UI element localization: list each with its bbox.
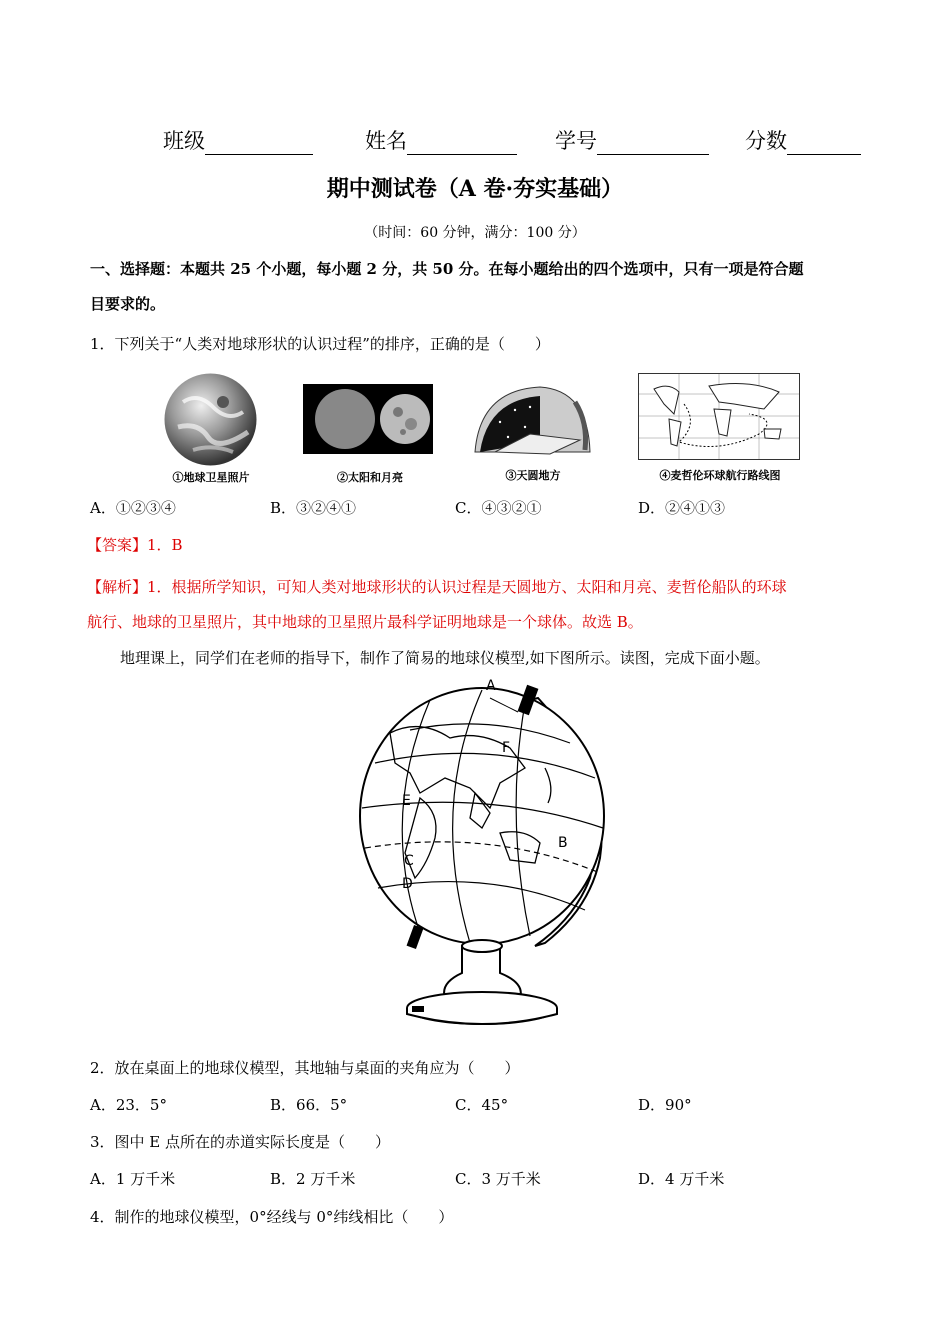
exam-info: （时间：60 分钟，满分：100 分）	[364, 225, 586, 241]
option-a[interactable]: A．1 万千米	[90, 1170, 176, 1188]
option-a[interactable]: A．23．5°	[90, 1096, 167, 1114]
option-d[interactable]: D．②④①③	[638, 499, 726, 517]
image-caption: ③天圆地方	[505, 469, 561, 482]
earth-satellite-photo-icon	[163, 372, 258, 467]
label-b: B	[558, 835, 568, 851]
page-title: 期中测试卷（A 卷·夯实基础）	[326, 176, 624, 202]
option-b[interactable]: B．2 万千米	[270, 1170, 356, 1188]
round-sky-square-earth-icon	[470, 382, 594, 457]
id-field[interactable]: 学号	[555, 125, 709, 155]
label-c: C	[404, 853, 414, 869]
magellan-route-map-icon	[638, 373, 800, 460]
globe-figure	[350, 678, 615, 1033]
class-blank[interactable]	[205, 132, 313, 155]
label-f: F	[502, 740, 511, 756]
option-d[interactable]: D．4 万千米	[638, 1170, 725, 1188]
question-3-stem: 3．图中 E 点所在的赤道实际长度是（ ）	[90, 1133, 391, 1151]
sun-and-moon-photo-icon	[303, 384, 433, 454]
image-caption: ④麦哲伦环球航行路线图	[659, 469, 781, 482]
label-e: E	[402, 793, 411, 809]
option-c[interactable]: C．45°	[455, 1096, 509, 1114]
section-heading: 一、选择题：本题共 25 个小题，每小题 2 分，共 50 分。在每小题给出的四个选项中，只有一项是符合题 目要求的。	[90, 260, 804, 313]
option-b[interactable]: B．③②④①	[270, 499, 357, 517]
image-caption: ①地球卫星照片	[172, 471, 250, 484]
option-d[interactable]: D．90°	[638, 1096, 692, 1114]
option-a[interactable]: A．①②③④	[90, 499, 176, 517]
analysis-block: 【解析】1．根据所学知识，可知人类对地球形状的认识过程是天圆地方、太阳和月亮、麦哲伦船队的环球 航行、地球的卫星照片，其中地球的卫星照片最科学证明地球是一个球体。故选 B。	[87, 578, 787, 631]
image-caption: ②太阳和月亮	[337, 471, 403, 484]
class-field[interactable]: 班级	[163, 125, 313, 155]
score-field[interactable]: 分数	[745, 125, 861, 155]
option-b[interactable]: B．66．5°	[270, 1096, 348, 1114]
id-blank[interactable]	[597, 132, 709, 155]
name-field[interactable]: 姓名	[365, 125, 517, 155]
name-blank[interactable]	[407, 132, 517, 155]
option-c[interactable]: C．④③②①	[455, 499, 542, 517]
globe-icon	[350, 678, 615, 1033]
score-blank[interactable]	[787, 132, 861, 155]
question-1-stem: 1．下列关于“人类对地球形状的认识过程”的排序，正确的是（ ）	[90, 335, 550, 353]
answer-line: 【答案】1．B	[87, 536, 183, 554]
question-4-stem: 4．制作的地球仪模型，0°经线与 0°纬线相比（ ）	[90, 1208, 454, 1226]
label-d: D	[402, 876, 413, 892]
question-2-stem: 2．放在桌面上的地球仪模型，其地轴与桌面的夹角应为（ ）	[90, 1059, 520, 1077]
option-c[interactable]: C．3 万千米	[455, 1170, 541, 1188]
passage-intro: 地理课上，同学们在老师的指导下，制作了简易的地球仪模型,如下图所示。读图，完成下面小题。	[120, 649, 770, 667]
label-a: A	[486, 678, 496, 694]
